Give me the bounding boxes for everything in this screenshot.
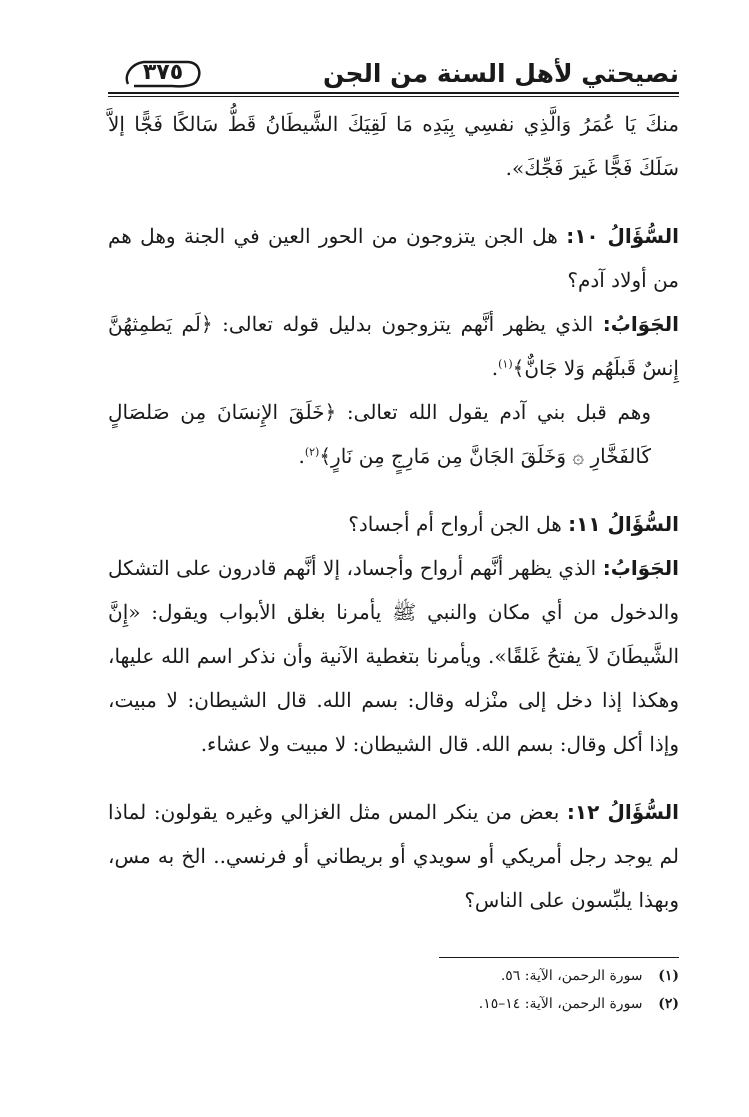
footnote-text: سورة الرحمن، الآية: ٥٦. [500,968,643,984]
answer-text: وهم قبل بني آدم يقول الله تعالى: ﴿خَلَقَ الإِنسَانَ مِن صَلصَالٍ كَالفَخَّارِ ۞ وَخَلَقَ الجَانَّ مِن مَارِجٍ مِن نَارٍ﴾ [108,400,651,468]
paragraph-continuation [108,102,679,190]
header-rule-thin [108,96,679,97]
footnote-number: (١) [658,968,679,984]
answer-11 [108,546,679,766]
footnotes [108,962,679,1018]
footnote-item [108,962,679,990]
page-number-badge [122,58,204,88]
running-header [108,56,679,96]
footnote-ref: (٢) [304,445,320,459]
answer-label: الجَوَابُ: [602,556,679,580]
question-10 [108,214,679,302]
paragraph-text: منكَ يَا عُمَرُ وَالَّذِي نفسِي بِيَدِه مَا لَقِيَكَ الشَّيطَانُ قَطُّ سَالكًا فَجًّا إلاَّ سَلَكَ فَجًّا غَيرَ فَجِّكَ». [108,112,679,180]
question-text: هل الجن أرواح أم أجساد؟ [348,512,562,536]
running-title: نصيحتي لأهل السنة من الجن [322,59,679,88]
answer-10-continued: وهم قبل بني آدم يقول الله تعالى: ﴿خَلَقَ الإِنسَانَ مِن صَلصَالٍ كَالفَخَّارِ ۞ وَخَلَقَ الجَانَّ مِن مَارِجٍ مِن نَارٍ﴾$^{(٢)}$. [108,400,651,468]
page-number: ٣٧٥ [142,60,184,85]
question-label: السُّؤَالُ ١٠: [566,224,680,248]
footnote-number: (٢) [658,996,679,1012]
answer-text: الذي يظهر أنَّهم أرواح وأجساد، إلا أنَّهم قادرون على التشكل والدخول من أي مكان والنبي ﷺ يأمرنا بغلق الأبواب ويقول: «إِنَّ الشَّيطَانَ لاَ يفتحُ غَلقًا». ويأمرنا بتغطية الآنية وأن نذكر اسم الله عليها، وهكذا إذا دخل إلى منْزله وقال: بسم الله. قال الشيطان: لا مبيت، وإذا أكل وقال: بسم الله. قال الشيطان: لا مبيت ولا عشاء. [108,556,679,756]
question-12 [108,790,679,922]
footnote-ref: (١) [498,357,513,371]
question-label: السُّؤَالُ ١٢: [566,800,679,824]
footnote-separator [439,957,679,958]
question-11 [108,502,679,546]
answer-label: الجَوَابُ: [602,312,679,336]
footnote-text: سورة الرحمن، الآية: ١٤–١٥. [478,996,643,1012]
answer-text: الذي يظهر أنَّهم يتزوجون بدليل قوله تعالى: ﴿لَم يَطمِثهُنَّ إِنسٌ قَبلَهُم وَلا جَانٌّ﴾ [108,312,679,380]
header-rule [108,92,679,94]
question-text: هل الجن يتزوجون من الحور العين في الجنة وهل هم من أولاد آدم؟ [108,224,679,292]
question-text: بعض من ينكر المس مثل الغزالي وغيره يقولون: لماذا لم يوجد رجل أمريكي أو سويدي أو بريطاني أو فرنسي.. الخ به مس، وبهذا يلبِّسون على الناس؟ [108,800,679,912]
main-text [108,102,679,922]
answer-10: الجَوَابُ: الذي يظهر أنَّهم يتزوجون بدليل قوله تعالى: ﴿لَم يَطمِثهُنَّ إِنسٌ قَبلَهُم وَلا جَانٌّ﴾$^{(١)}$. [108,312,679,380]
footnote-item [108,990,679,1018]
question-label: السُّؤَالُ ١١: [568,512,679,536]
